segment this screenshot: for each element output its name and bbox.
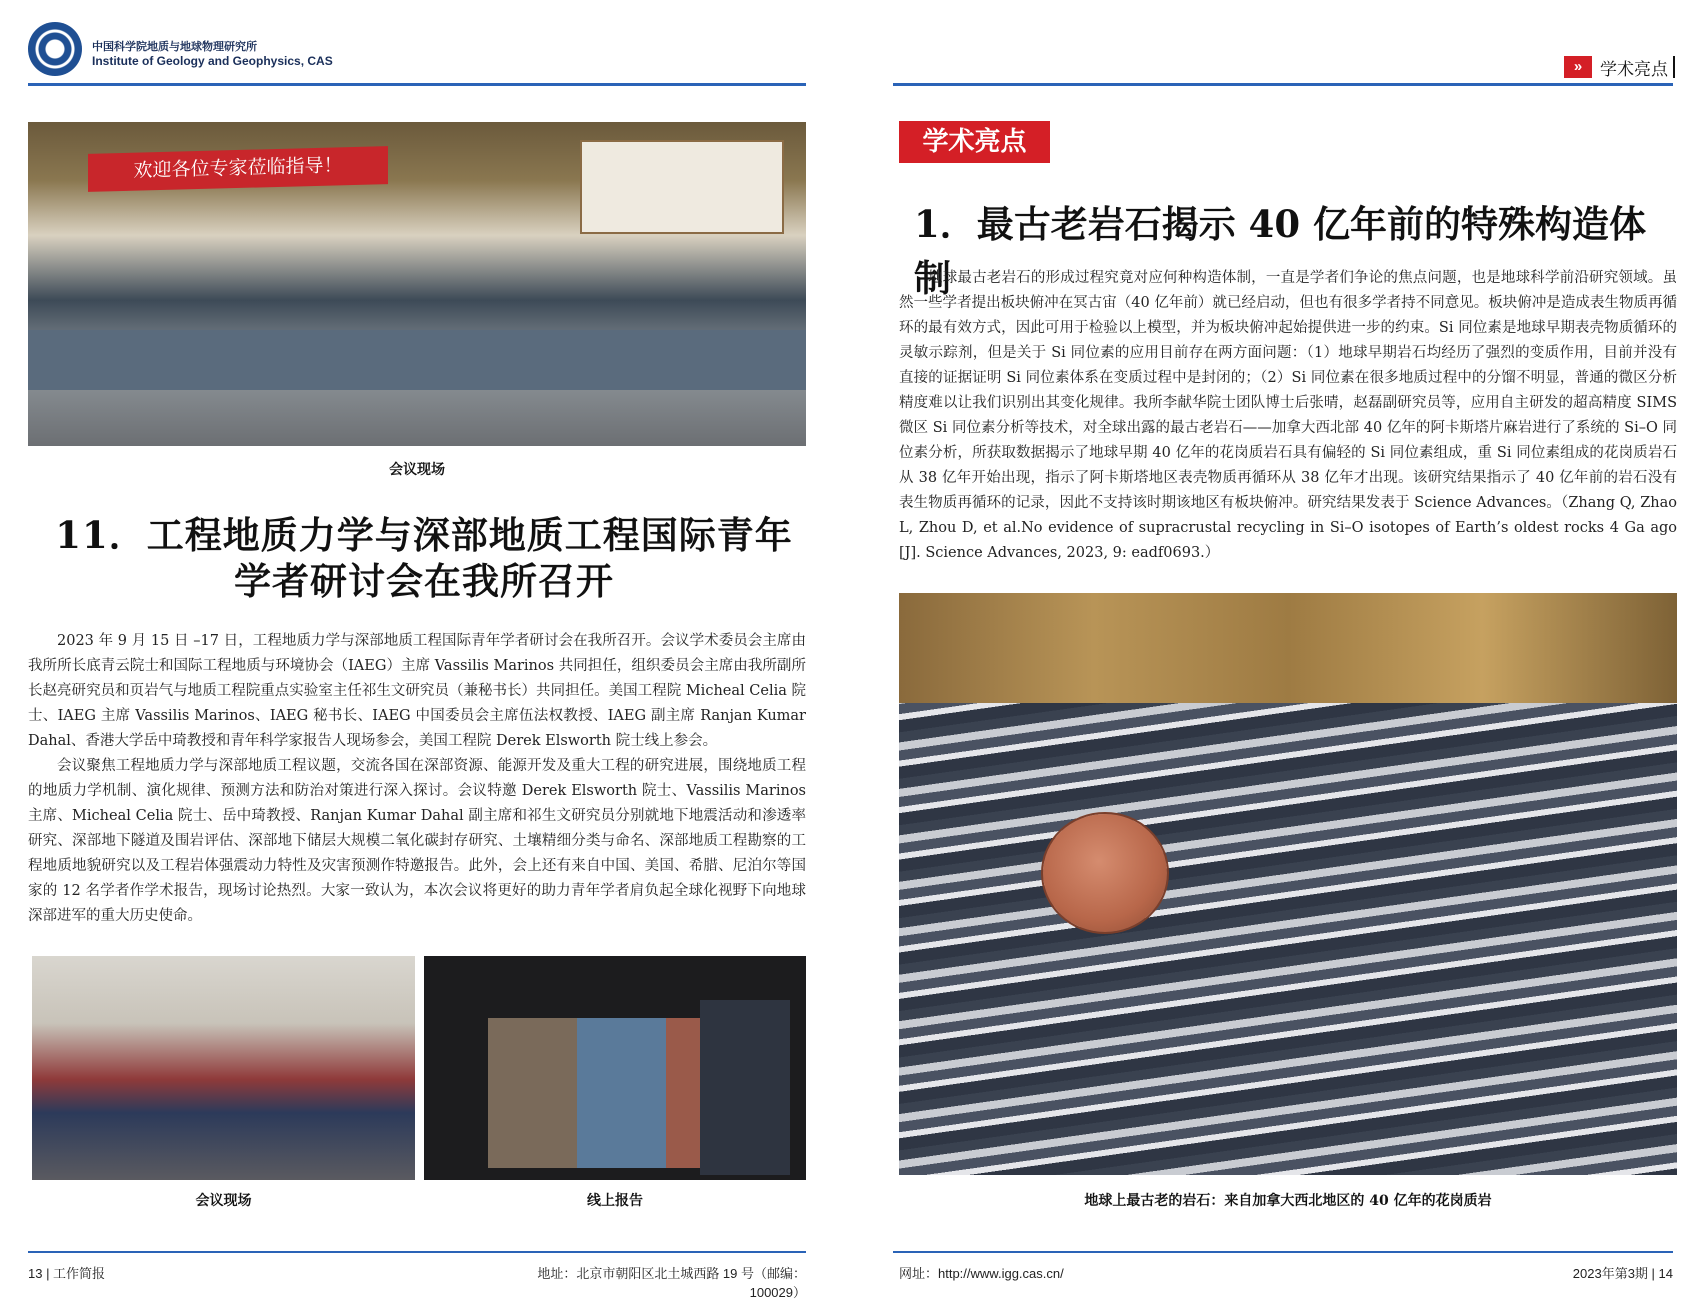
right-article-body xyxy=(899,266,1677,566)
footer-rule-left xyxy=(28,1251,806,1253)
left-article-body xyxy=(28,629,806,929)
header-rule-left xyxy=(28,83,806,86)
footer-rule-right xyxy=(893,1251,1673,1253)
rock-photo-caption: 地球上最古老的岩石：来自加拿大西北地区的 40 亿年的花岗质岩 xyxy=(1084,1193,1492,1209)
video-side-panel xyxy=(700,1000,790,1175)
welcome-banner: 欢迎各位专家莅临指导！ xyxy=(88,146,388,192)
left-article-title: 11．工程地质力学与深部地质工程国际青年学者研讨会在我所召开 xyxy=(55,513,793,603)
hall-photo xyxy=(32,956,415,1180)
institute-name-cn: 中国科学院地质与地球物理研究所 xyxy=(92,41,257,53)
header-divider xyxy=(1673,56,1675,78)
page-number-left: 13 | 工作简报 xyxy=(28,1266,106,1281)
calligraphy-scroll xyxy=(580,140,784,234)
conference-table xyxy=(28,330,806,390)
online-photo-caption: 线上报告 xyxy=(587,1193,643,1209)
meeting-photo-caption: 会议现场 xyxy=(389,462,445,478)
header-section-label: 学术亮点 xyxy=(1600,60,1668,79)
hall-photo-caption: 会议现场 xyxy=(195,1193,252,1209)
coin-scale xyxy=(1043,814,1167,932)
double-chevron-icon: » xyxy=(1564,56,1592,78)
header-rule-right xyxy=(893,83,1673,86)
left-paragraph-1: 2023 年 9 月 15 日 –17 日，工程地质力学与深部地质工程国际青年学者研讨会在我所召开。会议学术委员会主席由我所所长底青云院士和国际工程地质与环境协会（IAEG）主席 Vassilis Marinos 共同担任，组织委员会主席由我所副所长赵亮研究员和页岩气与地质工程院重点实验室主任祁生文研究员（兼秘书长）共同担任。美国工程院 Micheal Celia 院士、IAEG 主席 Vassilis Marinos、IAEG 秘书长、IAEG 中国委员会主席伍法权教授、IAEG 副主席 Ranjan Kumar Dahal、香港大学岳中琦教授和青年科学家报告人现场参会，美国工程院 Derek Elsworth 院士线上参会。 xyxy=(28,633,806,749)
institute-name-en: Institute of Geology and Geophysics, CAS xyxy=(92,54,333,68)
rock-weathered-top xyxy=(899,593,1677,703)
right-paragraph-1: 地球最古老岩石的形成过程究竟对应何种构造体制，一直是学者们争论的焦点问题，也是地球科学前沿研究领域。虽然一些学者提出板块俯冲在冥古宙（40 亿年前）就已经启动，但也有很多学者持不同意见。板块俯冲是造成表生物质再循环的最有效方式，因此可用于检验以上模型，并为板块俯冲起始提供进一步的约束。Si 同位素是地球早期表壳物质循环的灵敏示踪剂，但是关于 Si 同位素的应用目前存在两方面问题：（1）地球早期岩石均经历了强烈的变质作用，目前并没有直接的证据证明 Si 同位素体系在变质过程中是封闭的；（2）Si 同位素在很多地质过程中的分馏不明显，普通的微区分析精度难以让我们识别出其变化规律。我所李献华院士团队博士后张晴，赵磊副研究员等，应用自主研发的超高精度 SIMS 微区 Si 同位素分析等技术，对全球出露的最古老岩石——加拿大西北部 40 亿年的阿卡斯塔片麻岩进行了系统的 Si–O 同位素分析，所获取数据揭示了地球早期 40 亿年的花岗质岩石具有偏轻的 Si 同位素组成，重 Si 同位素组成的花岗质岩石从 38 亿年开始出现，指示了阿卡斯塔地区表壳物质再循环从 38 亿年才出现。该研究结果指示了 40 亿年前的岩石没有表生物质再循环的记录，因此不支持该时期该地区有板块俯冲。研究结果发表于 Science Advances。（Zhang Q, Zhao L, Zhou D, et al.No evidence of supracrustal recycling in Si–O isotopes of Earth’s oldest rocks 4 Ga ago [J]. Science Advances, 2023, 9: eadf0693.） xyxy=(899,270,1677,561)
page-number-right: 2023年第3期 | 14 xyxy=(1572,1266,1673,1281)
footer-address: 地址：北京市朝阳区北土城西路 19 号（邮编：100029） xyxy=(537,1266,806,1300)
institute-logo xyxy=(28,22,82,76)
section-tag: 学术亮点 xyxy=(899,121,1050,163)
footer-website: 网址：http://www.igg.cas.cn/ xyxy=(899,1266,1064,1281)
right-article-title: 1．最古老岩石揭示 40 亿年前的特殊构造体制 xyxy=(914,202,1646,300)
left-paragraph-2: 会议聚焦工程地质力学与深部地质工程议题，交流各国在深部资源、能源开发及重大工程的研究进展，围绕地质工程的地质力学机制、演化规律、预测方法和防治对策进行深入探讨。会议特邀 Derek Elsworth 院士、Vassilis Marinos 主席、Micheal Celia 院士、岳中琦教授、Ranjan Kumar Dahal 副主席和祁生文研究员分别就地下地震活动和渗透率研究、深部地下隧道及围岩评估、深部地下储层大规模二氧化碳封存研究、土壤精细分类与命名、深部地质工程勘察的工程地质地貌研究以及工程岩体强震动力特性及灾害预测作特邀报告。此外，会上还有来自中国、美国、希腊、尼泊尔等国家的 12 名学者作学术报告，现场讨论热烈。大家一致认为，本次会议将更好的助力青年学者肩负起全球化视野下向地球深部进军的重大历史使命。 xyxy=(28,758,806,924)
